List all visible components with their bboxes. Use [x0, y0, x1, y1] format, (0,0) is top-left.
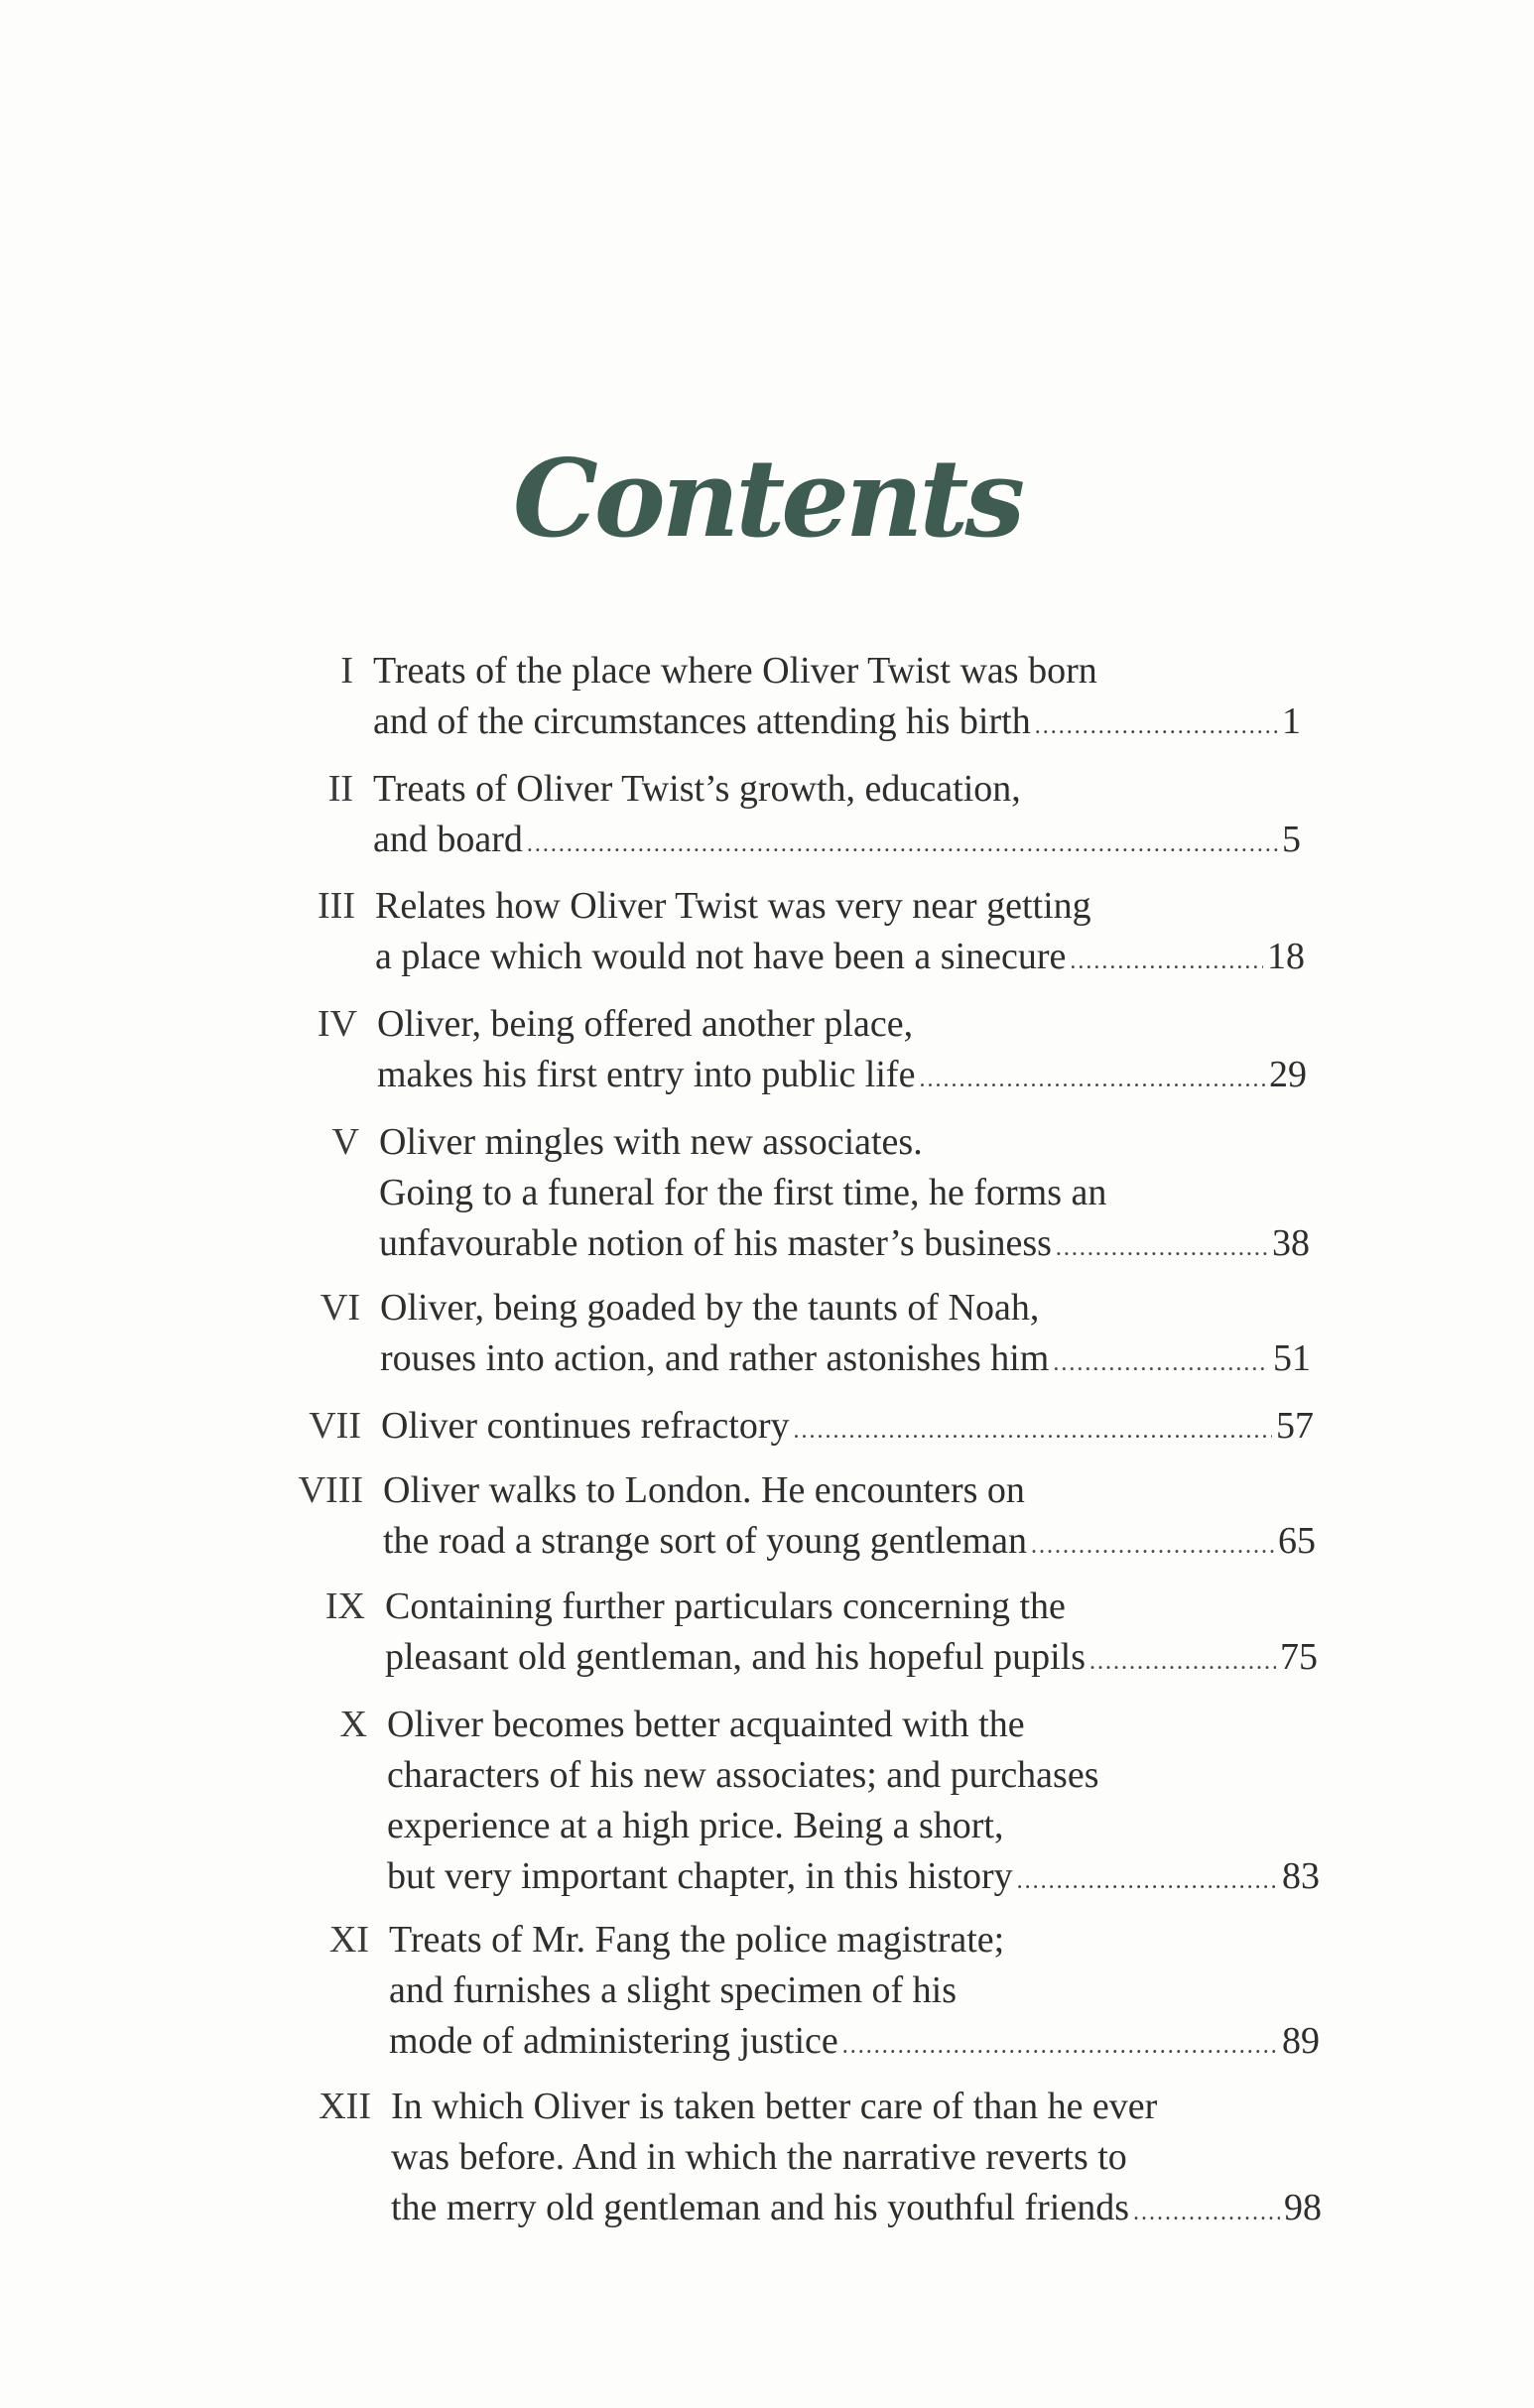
dot-leader [1035, 701, 1278, 752]
chapter-title-line [385, 1632, 1318, 1688]
page-number: 57 [1276, 1405, 1314, 1447]
toc-entry [328, 1915, 1320, 2072]
chapter-title-line: Treats of Oliver Twist’s growth, education, [373, 768, 1021, 810]
dot-leader [527, 820, 1278, 870]
page-number: 51 [1273, 1337, 1311, 1379]
toc-entry [317, 999, 1307, 1105]
page-number: 75 [1280, 1636, 1318, 1678]
page-number: 83 [1282, 1855, 1320, 1897]
chapter-number: III [318, 885, 355, 927]
chapter-number: I [340, 650, 353, 692]
chapter-title-text: the road a strange sort of young gentleman [383, 1520, 1027, 1562]
page-number: 98 [1284, 2187, 1322, 2228]
dot-leader [919, 1055, 1265, 1105]
dot-leader [1053, 1338, 1269, 1389]
chapter-title-line [373, 697, 1301, 752]
chapter-title-text: makes his first entry into public life [377, 1054, 916, 1095]
chapter-number: IX [324, 1585, 365, 1627]
chapter-title-text: rouses into action, and rather astonishes him [380, 1337, 1050, 1379]
page-title: Contents [512, 437, 1022, 562]
toc-entry [309, 1401, 1314, 1457]
toc-entry [339, 1700, 1320, 1907]
toc-entry [324, 1582, 1318, 1688]
dot-leader [1133, 2188, 1280, 2238]
chapter-title-line [380, 1333, 1311, 1389]
toc-entry [319, 2082, 1322, 2238]
chapter-title-text: unfavourable notion of his master’s business [379, 1222, 1052, 1264]
dot-leader [1056, 1223, 1268, 1274]
chapter-title-line: Containing further particulars concerning the [385, 1585, 1066, 1627]
dot-leader [1031, 1521, 1274, 1572]
dot-leader [794, 1406, 1273, 1457]
toc-entry [327, 764, 1301, 870]
toc-entry [340, 646, 1301, 752]
page-number: 29 [1269, 1054, 1307, 1095]
page-number: 65 [1278, 1520, 1316, 1562]
dot-leader [1089, 1637, 1276, 1688]
chapter-title-line: Oliver walks to London. He encounters on [383, 1469, 1025, 1511]
page-number: 18 [1267, 936, 1305, 977]
chapter-title-line: Oliver mingles with new associates. [379, 1121, 923, 1163]
chapter-title-line: was before. And in which the narrative reverts to [391, 2136, 1127, 2178]
chapter-number: XI [328, 1919, 369, 1961]
chapter-number: IV [317, 1003, 357, 1045]
chapter-title-line [373, 815, 1301, 870]
chapter-title-line: In which Oliver is taken better care of than he ever [391, 2086, 1158, 2127]
chapter-title-text: and board [373, 819, 523, 860]
dot-leader [1070, 937, 1263, 987]
chapter-title-line: and furnishes a slight specimen of his [389, 1969, 958, 2011]
chapter-title-text: but very important chapter, in this history [387, 1855, 1013, 1897]
page-number: 1 [1282, 700, 1301, 742]
chapter-title-line [383, 1516, 1316, 1572]
toc-entry [331, 1117, 1310, 1274]
dot-leader [842, 2021, 1278, 2072]
chapter-title-line: Treats of the place where Oliver Twist was born [373, 650, 1097, 692]
toc-entry [320, 1283, 1311, 1389]
chapter-number: VI [320, 1287, 360, 1329]
chapter-title-text: a place which would not have been a sinecure [375, 936, 1067, 977]
page-number: 38 [1272, 1222, 1310, 1264]
chapter-number: XII [319, 2086, 371, 2127]
chapter-title-line [377, 1050, 1307, 1105]
chapter-title-line: Relates how Oliver Twist was very near getting [375, 885, 1091, 927]
chapter-number: II [327, 768, 353, 810]
page-number: 89 [1282, 2020, 1320, 2062]
chapter-title-text: Oliver continues refractory [381, 1405, 790, 1447]
chapter-title-line [375, 932, 1305, 987]
chapter-title-line [389, 2016, 1320, 2072]
chapter-number: VII [309, 1405, 361, 1447]
chapter-title-text: mode of administering justice [389, 2020, 838, 2062]
chapter-title-line [387, 1851, 1320, 1907]
chapter-title-line [379, 1218, 1310, 1274]
chapter-title-line: experience at a high price. Being a short, [387, 1805, 1004, 1846]
chapter-title-line: characters of his new associates; and purchases [387, 1754, 1099, 1796]
chapter-title-line [391, 2183, 1322, 2238]
chapter-title-text: pleasant old gentleman, and his hopeful pupils [385, 1636, 1087, 1678]
chapter-number: V [331, 1121, 359, 1163]
chapter-title-line: Going to a funeral for the first time, he forms an [379, 1172, 1107, 1213]
toc-entry [298, 1465, 1316, 1572]
chapter-title-line: Treats of Mr. Fang the police magistrate; [389, 1919, 1005, 1961]
chapter-title-line: Oliver, being offered another place, [377, 1003, 914, 1045]
chapter-title-text: and of the circumstances attending his birth [373, 700, 1031, 742]
chapter-number: X [339, 1704, 367, 1745]
chapter-number: VIII [298, 1469, 363, 1511]
dot-leader [1017, 1856, 1278, 1907]
chapter-title-line [381, 1401, 1314, 1457]
chapter-title-text: the merry old gentleman and his youthful friends [391, 2187, 1129, 2228]
chapter-title-line: Oliver becomes better acquainted with the [387, 1704, 1025, 1745]
chapter-title-line: Oliver, being goaded by the taunts of Noah, [380, 1287, 1040, 1329]
page-number: 5 [1282, 819, 1301, 860]
toc-entry [318, 881, 1305, 987]
